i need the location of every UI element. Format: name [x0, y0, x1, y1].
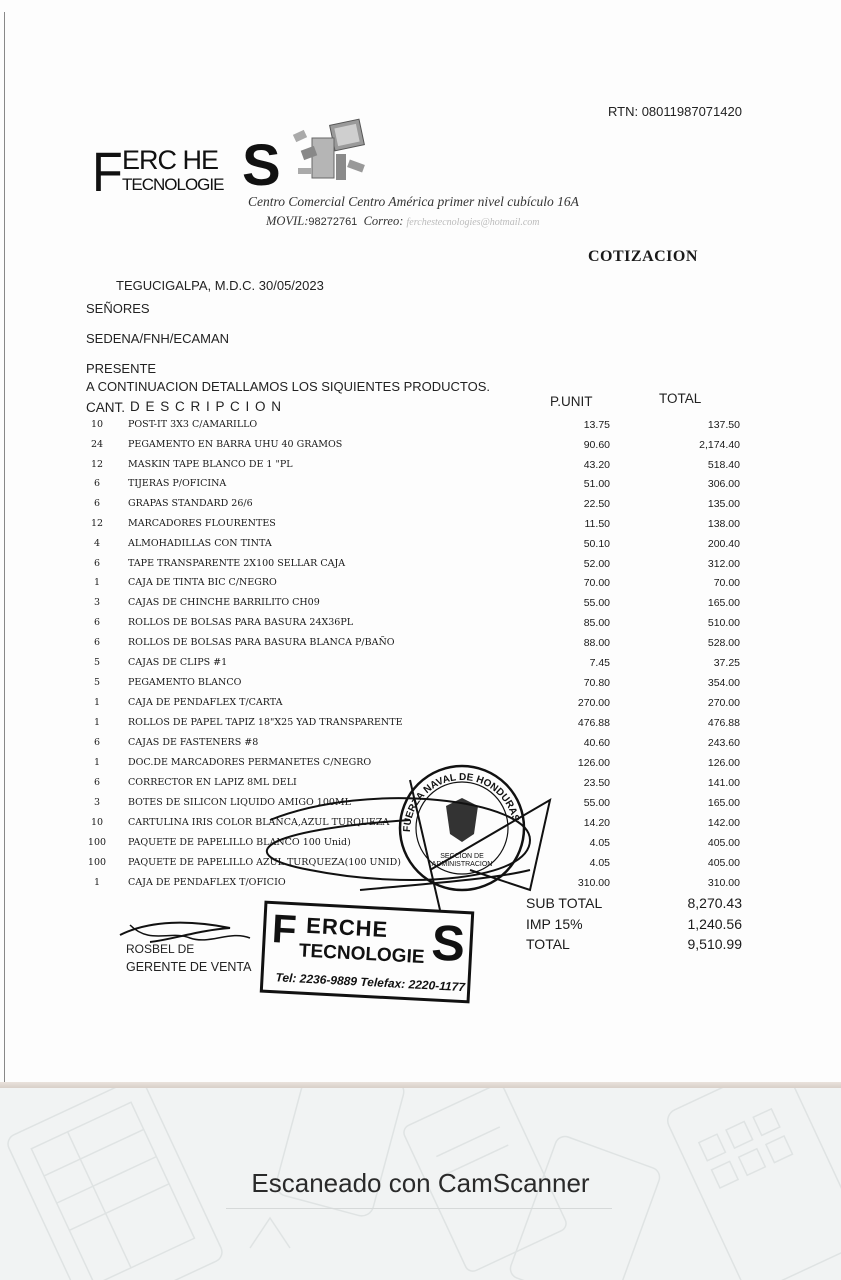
item-qty: 10	[90, 817, 104, 828]
movil-label: MOVIL:	[266, 214, 309, 228]
item-description: ALMOHADILLAS CON TINTA	[128, 538, 272, 549]
item-unit-price: 51.00	[583, 478, 610, 490]
item-total: 165.00	[707, 797, 740, 809]
item-description: POST-IT 3X3 C/AMARILLO	[128, 419, 258, 430]
item-row	[0, 497, 841, 517]
item-total: 270.00	[707, 697, 740, 709]
item-row	[0, 716, 841, 736]
item-description: ROLLOS DE BOLSAS PARA BASURA 24X36PL	[128, 617, 354, 628]
item-description: CAJAS DE FASTENERS #8	[128, 737, 259, 748]
item-qty: 1	[93, 697, 101, 708]
item-unit-price: 126.00	[577, 757, 610, 769]
item-unit-price: 4.05	[589, 857, 610, 869]
item-description: CAJA DE TINTA BIC C/NEGRO	[128, 577, 277, 588]
item-total: 518.40	[707, 459, 740, 471]
item-unit-price: 13.75	[583, 419, 610, 431]
item-qty: 6	[93, 737, 101, 748]
item-qty: 6	[93, 498, 101, 509]
item-qty: 1	[93, 877, 101, 888]
item-row	[0, 576, 841, 596]
item-qty: 3	[93, 597, 101, 608]
item-row	[0, 537, 841, 557]
computer-illustration-icon	[288, 118, 374, 188]
item-total: 310.00	[707, 877, 740, 889]
item-qty: 24	[90, 439, 104, 450]
column-unit-price-header: P.UNIT	[550, 394, 593, 409]
item-qty: 5	[93, 657, 101, 668]
item-unit-price: 23.50	[583, 777, 610, 789]
svg-text:SECCION DE: SECCION DE	[440, 853, 484, 860]
company-address: Centro Comercial Centro América primer nivel cubículo 16A	[248, 194, 579, 209]
item-total: 37.25	[713, 657, 740, 669]
item-unit-price: 88.00	[583, 637, 610, 649]
item-unit-price: 70.80	[583, 677, 610, 689]
item-qty: 6	[93, 558, 101, 569]
salutation: SEÑORES	[86, 301, 150, 316]
item-description: TAPE TRANSPARENTE 2X100 SELLAR CAJA	[128, 558, 346, 569]
svg-text:FUERZA NAVAL DE HONDURAS: FUERZA NAVAL DE HONDURAS	[401, 771, 521, 833]
item-total: 70.00	[713, 577, 740, 589]
item-row	[0, 656, 841, 676]
item-description: CARTULINA IRIS COLOR BLANCA,AZUL TURQUEZA	[128, 817, 390, 828]
item-total: 137.50	[707, 419, 740, 431]
item-qty: 1	[93, 757, 101, 768]
item-row	[0, 676, 841, 696]
item-unit-price: 43.20	[583, 459, 610, 471]
item-qty: 4	[93, 538, 101, 549]
total-row	[526, 936, 746, 956]
item-qty: 100	[87, 837, 107, 848]
tax-row	[526, 916, 746, 936]
item-total: 405.00	[707, 837, 740, 849]
item-total: 510.00	[707, 617, 740, 629]
total-label: TOTAL	[526, 936, 570, 952]
item-row	[0, 616, 841, 636]
item-total: 476.88	[707, 717, 740, 729]
company-stamp: F ERCHE TECNOLOGIE S Tel: 2236-9889 Telefax: 2220-1177	[260, 901, 475, 1004]
item-description: CAJAS DE CHINCHE BARRILITO CH09	[128, 597, 320, 608]
item-qty: 10	[90, 419, 104, 430]
company-rtn: RTN: 08011987071420	[608, 104, 742, 119]
item-total: 243.60	[707, 737, 740, 749]
item-qty: 6	[93, 617, 101, 628]
column-total-header: TOTAL	[659, 391, 702, 406]
stamp-phones: Tel: 2236-9889 Telefax: 2220-1177	[275, 970, 466, 995]
item-total: 354.00	[707, 677, 740, 689]
tax-label: IMP 15%	[526, 916, 583, 932]
item-description: PAQUETE DE PAPELILLO AZUL TURQUEZA(100 UNID)	[128, 857, 401, 868]
item-description: ROLLOS DE PAPEL TAPIZ 18"X25 YAD TRANSPARENTE	[128, 717, 403, 728]
subtotal-row	[526, 895, 746, 915]
item-total: 142.00	[707, 817, 740, 829]
item-unit-price: 22.50	[583, 498, 610, 510]
item-description: GRAPAS STANDARD 26/6	[128, 498, 253, 509]
item-unit-price: 14.20	[583, 817, 610, 829]
item-row	[0, 557, 841, 577]
item-unit-price: 55.00	[583, 797, 610, 809]
item-unit-price: 11.50	[584, 518, 610, 530]
item-description: MASKIN TAPE BLANCO DE 1 "PL	[128, 459, 293, 470]
official-seal-icon	[396, 762, 528, 894]
signer-name: ROSBEL DE	[126, 942, 195, 956]
item-qty: 5	[93, 677, 101, 688]
item-total: 200.40	[707, 538, 740, 550]
item-unit-price: 40.60	[583, 737, 610, 749]
item-description: CAJA DE PENDAFLEX T/CARTA	[128, 697, 283, 708]
item-row	[0, 477, 841, 497]
item-qty: 1	[93, 717, 101, 728]
presente-label: PRESENTE	[86, 361, 157, 376]
item-row	[0, 696, 841, 716]
item-description: PEGAMENTO EN BARRA UHU 40 GRAMOS	[128, 439, 343, 450]
company-logo: F ERC HE TECNOLOGIE S	[92, 124, 372, 200]
item-row	[0, 418, 841, 438]
recipient: SEDENA/FNH/ECAMAN	[86, 331, 230, 346]
column-qty-header: CANT.	[86, 400, 126, 415]
tax-value: 1,240.56	[687, 916, 742, 932]
item-unit-price: 4.05	[589, 837, 610, 849]
item-total: 306.00	[707, 478, 740, 490]
item-qty: 6	[93, 777, 101, 788]
item-total: 2,174.40	[699, 439, 740, 451]
item-qty: 6	[93, 637, 101, 648]
item-total: 138.00	[707, 518, 740, 530]
intro-text: A CONTINUACION DETALLAMOS LOS SIQUIENTES PRODUCTOS.	[86, 379, 491, 394]
item-qty: 6	[93, 478, 101, 489]
item-description: ROLLOS DE BOLSAS PARA BASURA BLANCA P/BAÑO	[128, 637, 395, 648]
item-total: 126.00	[707, 757, 740, 769]
subtotal-label: SUB TOTAL	[526, 895, 603, 911]
camscanner-footer	[0, 1088, 841, 1280]
item-qty: 12	[90, 459, 104, 470]
signer-role: GERENTE DE VENTA	[126, 960, 252, 974]
item-qty: 3	[93, 797, 101, 808]
item-row	[0, 517, 841, 537]
column-description-header: D E S C R I P C I O N	[130, 399, 283, 414]
item-total: 528.00	[707, 637, 740, 649]
correo-label: Correo:	[363, 214, 404, 228]
item-description: DOC.DE MARCADORES PERMANETES C/NEGRO	[128, 757, 372, 768]
item-qty: 12	[90, 518, 104, 529]
item-row	[0, 458, 841, 478]
item-unit-price: 52.00	[583, 558, 610, 570]
item-unit-price: 50.10	[583, 538, 610, 550]
correo-value: ferchestecnologies@hotmail.com	[406, 217, 540, 228]
movil-number: 98272761	[308, 216, 358, 228]
item-unit-price: 55.00	[583, 597, 610, 609]
item-row	[0, 736, 841, 756]
item-qty: 100	[87, 857, 107, 868]
item-description: PAQUETE DE PAPELILLO BLANCO 100 Unid)	[128, 837, 351, 848]
item-description: CAJA DE PENDAFLEX T/OFICIO	[128, 877, 286, 888]
item-unit-price: 70.00	[583, 577, 610, 589]
total-value: 9,510.99	[687, 936, 742, 952]
company-contact	[266, 214, 539, 229]
item-total: 141.00	[707, 777, 740, 789]
item-unit-price: 85.00	[583, 617, 610, 629]
svg-text:ADMINISTRACION: ADMINISTRACION	[431, 861, 493, 868]
item-unit-price: 476.88	[577, 717, 610, 729]
item-unit-price: 310.00	[577, 877, 610, 889]
item-row	[0, 596, 841, 616]
item-description: BOTES DE SILICON LIQUIDO AMIGO 100ML	[128, 797, 351, 808]
item-description: CORRECTOR EN LAPIZ 8ML DELI	[128, 777, 297, 788]
item-description: CAJAS DE CLIPS #1	[128, 657, 228, 668]
item-unit-price: 7.45	[589, 657, 610, 669]
place-date: TEGUCIGALPA, M.D.C. 30/05/2023	[116, 278, 324, 293]
item-total: 405.00	[707, 857, 740, 869]
subtotal-value: 8,270.43	[687, 895, 742, 911]
watermark-underline	[226, 1208, 612, 1209]
camscanner-watermark: Escaneado con CamScanner	[251, 1168, 590, 1198]
item-description: PEGAMENTO BLANCO	[128, 677, 242, 688]
item-description: MARCADORES FLOURENTES	[128, 518, 276, 529]
item-description: TIJERAS P/OFICINA	[128, 478, 227, 489]
item-qty: 1	[93, 577, 101, 588]
item-row	[0, 438, 841, 458]
item-total: 135.00	[707, 498, 740, 510]
item-row	[0, 636, 841, 656]
item-total: 165.00	[707, 597, 740, 609]
item-unit-price: 90.60	[583, 439, 610, 451]
item-unit-price: 270.00	[577, 697, 610, 709]
item-total: 312.00	[707, 558, 740, 570]
document-title: COTIZACION	[588, 248, 698, 265]
